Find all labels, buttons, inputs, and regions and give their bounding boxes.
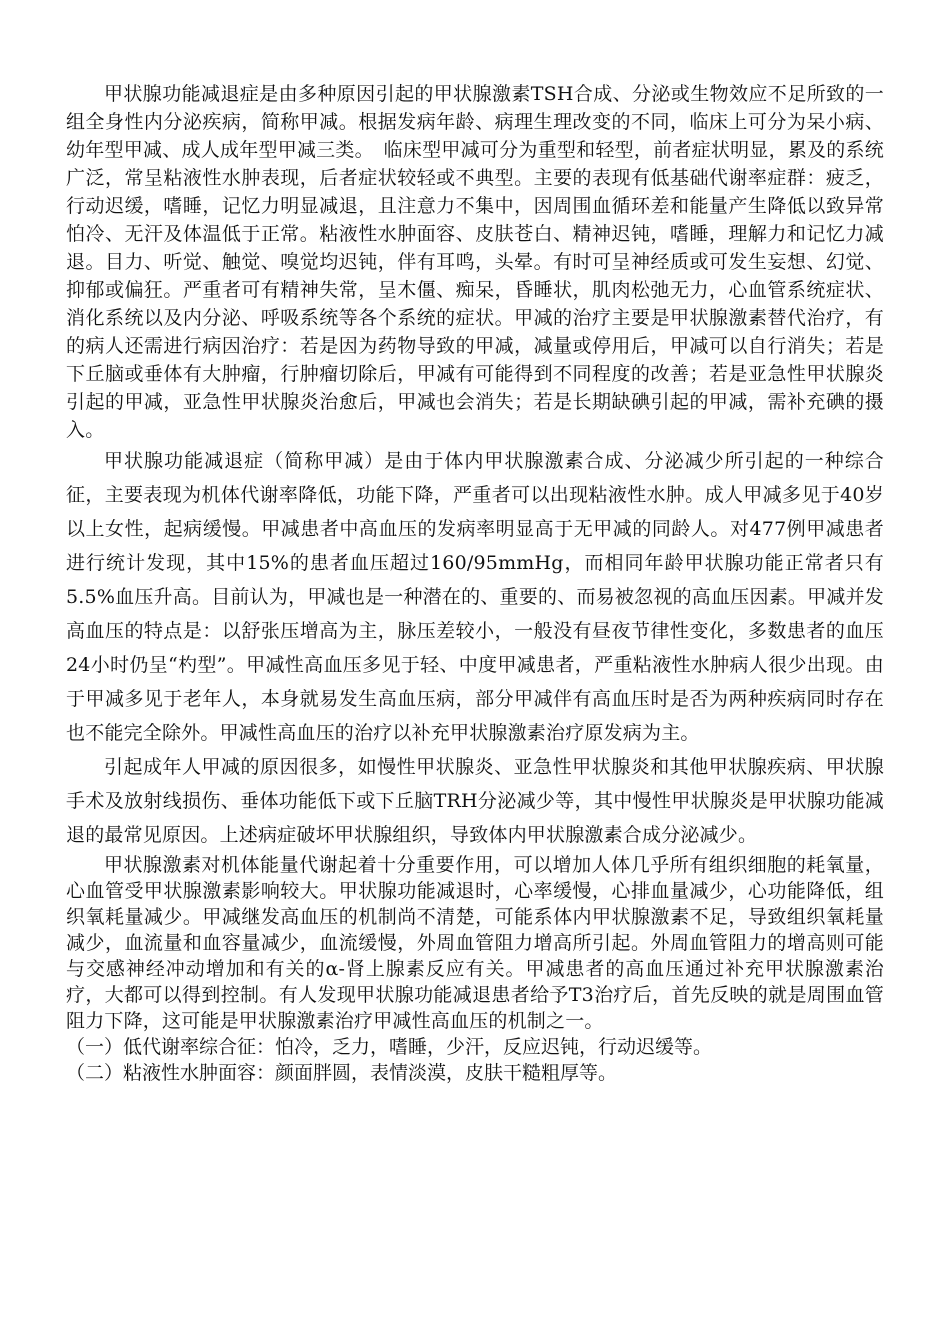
paragraph-mechanism: 甲状腺激素对机体能量代谢起着十分重要作用，可以增加人体几乎所有组织细胞的耗氧量，心血管受甲状腺激素影响较大。甲状腺功能减退时，心率缓慢，心排血量减少，心功能降低，组织氧耗量减少。甲减继发高血压的机制尚不清楚，可能系体内甲状腺激素不足，导致组织氧耗量减少，血流量和血容量减少，血流缓慢，外周血管阻力增高所引起。外周血管阻力的增高则可能与交感神经冲动增加和有关的α-肾上腺素反应有关。甲减患者的高血压通过补充甲状腺激素治疗，大都可以得到控制。有人发现甲状腺功能减退患者给予T3治疗后，首先反映的就是周围血管阻力下降，这可能是甲状腺激素治疗甲减性高血压的机制之一。 (66, 854, 884, 1032)
document-page (66, 80, 884, 1086)
paragraph-hypothyroidism-hypertension: 甲状腺功能减退症（简称甲减）是由于体内甲状腺激素合成、分泌减少所引起的一种综合征，主要表现为机体代谢率降低，功能下降，严重者可以出现粘液性水肿。成人甲减多见于40岁以上女性，起病缓慢。甲减患者中高血压的发病率明显高于无甲减的同龄人。对477例甲减患者进行统计发现，其中15%的患者血压超过160/95mmHg，而相同年龄甲状腺功能正常者只有5.5%血压升高。目前认为，甲减也是一种潜在的、重要的、而易被忽视的高血压因素。甲减并发高血压的特点是：以舒张压增高为主，脉压差较小，一般没有昼夜节律性变化，多数患者的血压24小时仍呈“杓型”。甲减性高血压多见于轻、中度甲减患者，严重粘液性水肿病人很少出现。由于甲减多见于老年人，本身就易发生高血压病，部分甲减伴有高血压时是否为两种疾病同时存在也不能完全除外。甲减性高血压的治疗以补充甲状腺激素治疗原发病为主。 (66, 450, 884, 744)
paragraph-hypothyroidism-overview: 甲状腺功能减退症是由多种原因引起的甲状腺激素TSH合成、分泌或生物效应不足所致的一组全身性内分泌疾病，简称甲减。根据发病年龄、病理生理改变的不同，临床上可分为呆小病、幼年型甲减、成人成年型甲减三类。 临床型甲减可分为重型和轻型，前者症状明显，累及的系统广泛，常呈粘液性水肿表现，后者症状较轻或不典型。主要的表现有低基础代谢率症群：疲乏，行动迟缓，嗜睡，记忆力明显减退，且注意力不集中，因周围血循环差和能量产生降低以致异常怕冷、无汗及体温低于正常。粘液性水肿面容、皮肤苍白、精神迟钝，嗜睡，理解力和记忆力减退。目力、听觉、触觉、嗅觉均迟钝，伴有耳鸣，头晕。有时可呈神经质或可发生妄想、幻觉、抑郁或偏狂。严重者可有精神失常，呈木僵、痴呆，昏睡状，肌肉松弛无力，心血管系统症状、消化系统以及内分泌、呼吸系统等各个系统的症状。甲减的治疗主要是甲状腺激素替代治疗，有的病人还需进行病因治疗：若是因为药物导致的甲减，减量或停用后，甲减可以自行消失；若是下丘脑或垂体有大肿瘤，行肿瘤切除后，甲减有可能得到不同程度的改善；若是亚急性甲状腺炎引起的甲减，亚急性甲状腺炎治愈后，甲减也会消失；若是长期缺碘引起的甲减，需补充碘的摄入。 (66, 83, 884, 441)
list-item-low-metabolism: （一）低代谢率综合征：怕冷，乏力，嗜睡，少汗，反应迟钝，行动迟缓等。 (66, 1036, 713, 1058)
list-item-myxedema-face: （二）粘液性水肿面容：颜面胖圆，表情淡漠，皮肤干糙粗厚等。 (66, 1062, 618, 1084)
paragraph-causes: 引起成年人甲减的原因很多，如慢性甲状腺炎、亚急性甲状腺炎和其他甲状腺疾病、甲状腺手术及放射线损伤、垂体功能低下或下丘脑TRH分泌减少等，其中慢性甲状腺炎是甲状腺功能减退的最常见原因。上述病症破坏甲状腺组织，导致体内甲状腺激素合成分泌减少。 (66, 756, 884, 846)
